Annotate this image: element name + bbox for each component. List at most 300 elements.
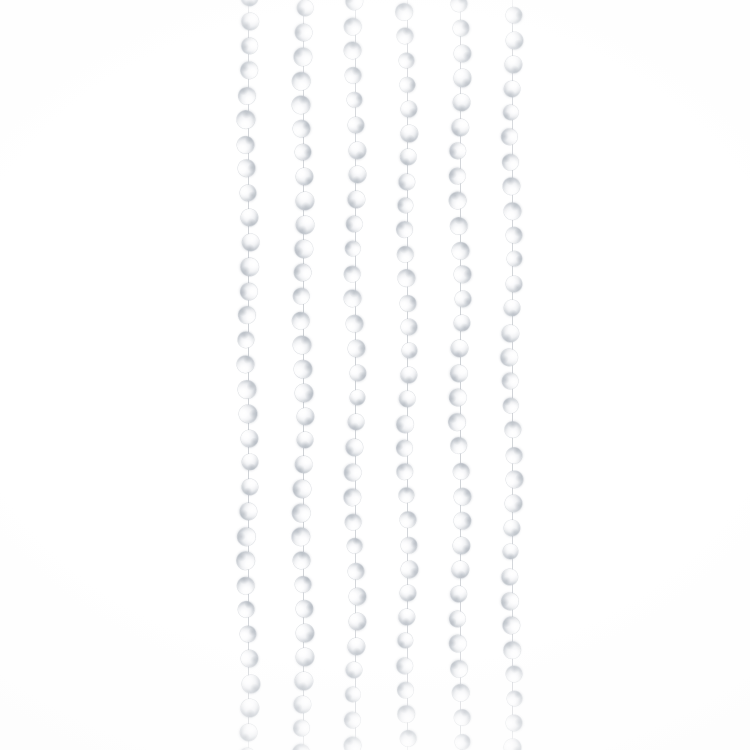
bead-shadow — [460, 242, 469, 252]
bead-shadow — [295, 245, 304, 255]
bead-highlight — [457, 717, 464, 724]
bead-highlight — [402, 301, 407, 307]
bead — [505, 226, 522, 243]
bead-highlight — [297, 561, 304, 568]
bead-highlight — [510, 379, 517, 386]
bead-shadow — [399, 245, 410, 255]
bead — [348, 611, 368, 631]
bead — [234, 574, 257, 597]
bead-highlight — [457, 174, 464, 181]
bead-shadow — [456, 102, 468, 113]
bead — [234, 353, 258, 377]
bead-shadow — [248, 436, 259, 446]
bead-shadow — [343, 490, 353, 499]
bead — [344, 535, 365, 556]
bead — [340, 39, 364, 63]
bead — [446, 632, 470, 656]
bead-shadow — [244, 707, 256, 718]
bead-shadow — [303, 417, 312, 424]
bead-highlight — [405, 127, 412, 133]
bead-highlight — [405, 368, 412, 374]
bead-highlight — [245, 677, 252, 683]
bead — [504, 248, 525, 269]
bead — [503, 712, 524, 733]
bead-shadow — [345, 738, 355, 746]
bead-shadow — [246, 217, 256, 225]
bead-shadow — [513, 10, 523, 21]
bead-shadow — [355, 122, 366, 132]
bead-highlight — [352, 247, 359, 253]
bead — [505, 274, 523, 292]
bead-highlight — [300, 297, 306, 302]
bead-highlight — [301, 673, 309, 681]
bead — [446, 165, 468, 187]
bead-shadow — [248, 627, 256, 636]
bead — [341, 287, 365, 311]
bead-highlight — [459, 95, 467, 102]
bead-shadow — [246, 462, 256, 471]
bead-shadow — [348, 289, 359, 300]
bead — [451, 263, 473, 285]
bead-highlight — [403, 496, 409, 502]
bead — [503, 54, 524, 75]
bead — [500, 176, 522, 198]
bead-highlight — [298, 171, 305, 177]
bead-highlight — [405, 203, 411, 210]
bead-shadow — [295, 702, 303, 712]
bead-shadow — [354, 397, 363, 405]
bead-highlight — [459, 368, 464, 374]
bead-highlight — [511, 624, 518, 631]
bead-shadow — [513, 691, 521, 700]
bead-highlight — [510, 406, 516, 411]
bead-shadow — [343, 466, 354, 477]
bead-highlight — [350, 522, 357, 528]
bead — [237, 380, 255, 398]
bead — [292, 358, 314, 380]
bead-shadow — [447, 392, 458, 403]
bead-highlight — [251, 261, 257, 267]
bead-shadow — [396, 420, 405, 430]
bead-highlight — [247, 533, 255, 541]
bead-highlight — [405, 345, 410, 350]
bead-highlight — [508, 278, 514, 283]
bead — [449, 460, 472, 483]
bead — [240, 11, 261, 32]
bead-shadow — [407, 108, 417, 117]
bead — [504, 469, 525, 490]
bead — [239, 427, 261, 449]
bead-shadow — [506, 642, 515, 650]
bead-highlight — [353, 691, 358, 697]
bead — [502, 492, 525, 515]
bead-shadow — [462, 269, 472, 280]
bead-highlight — [248, 725, 255, 732]
bead-highlight — [295, 344, 302, 352]
bead-highlight — [347, 75, 353, 82]
bead-shadow — [463, 735, 471, 744]
bead-shadow — [240, 331, 250, 340]
bead-highlight — [508, 522, 514, 527]
bead-shadow — [351, 174, 362, 185]
bead — [399, 123, 420, 144]
bead — [451, 706, 473, 728]
bead-highlight — [306, 4, 311, 10]
bead-highlight — [455, 540, 462, 546]
bead-shadow — [450, 371, 458, 381]
bead — [501, 77, 524, 100]
bead — [448, 583, 469, 604]
bead-highlight — [510, 674, 517, 681]
bead — [396, 485, 417, 506]
bead-strand-4 — [385, 0, 429, 750]
bead — [500, 152, 520, 172]
bead-shadow — [501, 354, 509, 364]
bead-highlight — [297, 583, 303, 589]
bead-highlight — [457, 447, 463, 453]
bead — [398, 173, 415, 190]
bead-shadow — [346, 19, 355, 26]
bead-shadow — [244, 241, 256, 253]
bead-shadow — [450, 147, 459, 157]
bead — [345, 90, 365, 110]
bead-shadow — [350, 421, 361, 432]
bead — [396, 221, 414, 239]
bead — [504, 641, 522, 659]
bead-highlight — [456, 202, 462, 207]
bead-shadow — [242, 355, 253, 366]
bead — [344, 213, 366, 235]
bead-shadow — [242, 41, 251, 51]
bead — [396, 389, 417, 410]
bead — [238, 230, 263, 255]
bead — [345, 314, 364, 333]
bead — [499, 322, 522, 345]
bead — [399, 534, 420, 555]
bead — [500, 567, 520, 587]
bead-highlight — [403, 738, 410, 745]
bead-strand-6 — [490, 0, 534, 750]
bead — [237, 279, 261, 303]
bead — [394, 655, 415, 676]
bead — [397, 727, 420, 750]
bead-shadow — [354, 94, 363, 104]
bead — [400, 584, 417, 601]
bead — [397, 464, 413, 480]
bead-highlight — [303, 458, 309, 465]
bead-strand-2 — [281, 0, 325, 750]
bead — [504, 520, 520, 536]
bead-highlight — [402, 542, 408, 549]
bead-shadow — [302, 576, 310, 586]
bead-highlight — [295, 127, 300, 133]
bead-highlight — [401, 59, 405, 64]
bead-shadow — [511, 745, 522, 750]
bead-shadow — [357, 565, 364, 574]
bead-shadow — [244, 136, 253, 146]
bead — [237, 182, 258, 203]
bead — [235, 598, 257, 620]
bead — [450, 682, 473, 705]
bead-highlight — [405, 662, 411, 669]
bead-shadow — [292, 723, 302, 734]
bead — [451, 240, 471, 260]
bead-highlight — [249, 69, 256, 76]
bead-highlight — [404, 446, 411, 453]
bead-shadow — [501, 597, 510, 607]
bead-shadow — [292, 266, 303, 277]
bead — [505, 689, 523, 707]
bead-shadow — [453, 347, 464, 358]
bead-shadow — [347, 446, 354, 455]
bead — [238, 696, 262, 720]
bead — [291, 668, 316, 693]
bead — [394, 25, 416, 47]
bead — [291, 46, 313, 68]
bead — [238, 86, 257, 105]
bead-shadow — [513, 255, 523, 265]
bead-shadow — [505, 87, 515, 98]
bead — [447, 213, 472, 238]
bead-highlight — [300, 411, 306, 416]
bead — [289, 309, 313, 333]
bead-shadow — [502, 155, 512, 164]
bead — [347, 362, 368, 383]
bead-shadow — [347, 513, 357, 522]
bead — [237, 746, 257, 750]
bead-shadow — [302, 147, 313, 158]
bead-shadow — [505, 551, 515, 561]
bead-shadow — [345, 219, 355, 230]
bead — [289, 501, 314, 526]
bead-highlight — [355, 220, 361, 227]
bead-highlight — [509, 301, 516, 308]
bead — [448, 141, 468, 161]
bead-shadow — [347, 41, 358, 52]
bead-shadow — [403, 374, 413, 384]
bead — [399, 53, 414, 68]
bead-shadow — [294, 529, 304, 537]
bead — [502, 419, 523, 440]
bead — [449, 559, 470, 580]
bead-shadow — [510, 64, 520, 73]
bead-highlight — [297, 605, 304, 612]
bead-shadow — [304, 603, 314, 614]
bead-shadow — [408, 323, 418, 333]
bead — [290, 549, 314, 573]
bead-highlight — [456, 471, 463, 478]
bead — [345, 411, 368, 434]
bead-shadow — [247, 382, 255, 391]
bead-highlight — [508, 35, 515, 41]
bead — [451, 535, 473, 557]
bead-shadow — [298, 6, 305, 14]
bead — [447, 411, 469, 433]
bead-shadow — [357, 592, 368, 603]
bead-highlight — [352, 27, 358, 32]
bead-highlight — [508, 234, 513, 240]
bead-highlight — [296, 148, 303, 155]
bead — [235, 134, 255, 154]
bead-shadow — [294, 289, 303, 297]
bead-shadow — [460, 544, 471, 554]
bead-highlight — [507, 720, 513, 727]
bead-shadow — [398, 4, 408, 13]
bead — [394, 2, 414, 22]
bead-shadow — [514, 473, 523, 483]
bead-highlight — [243, 432, 250, 438]
bead — [449, 364, 468, 383]
bead — [398, 558, 421, 581]
bead-highlight — [247, 455, 254, 461]
bead-highlight — [508, 454, 514, 461]
bead-shadow — [295, 71, 307, 82]
bead — [449, 658, 470, 679]
bead-highlight — [402, 255, 409, 262]
bead — [501, 297, 523, 319]
bead — [235, 550, 256, 571]
bead-strand-3 — [333, 0, 377, 750]
bead-highlight — [458, 641, 465, 649]
bead-highlight — [459, 147, 465, 154]
bead-shadow — [302, 122, 310, 132]
bead-highlight — [298, 82, 306, 89]
bead-shadow — [512, 500, 523, 511]
bead-highlight — [353, 639, 360, 646]
bead-shadow — [463, 489, 470, 498]
bead-highlight — [457, 740, 462, 746]
bead-highlight — [352, 746, 358, 750]
bead — [503, 444, 524, 465]
bead-shadow — [455, 683, 466, 693]
bead-shadow — [349, 198, 358, 208]
bead-highlight — [301, 193, 309, 200]
bead-highlight — [302, 57, 309, 63]
bead — [289, 741, 312, 750]
bead-highlight — [512, 108, 516, 113]
bead-highlight — [455, 517, 462, 525]
bead-shadow — [503, 331, 513, 342]
bead-shadow — [399, 398, 409, 408]
bead — [344, 686, 362, 704]
bead — [289, 69, 312, 92]
bead — [395, 195, 416, 216]
bead-highlight — [354, 0, 361, 6]
bead — [294, 239, 315, 260]
bead-shadow — [241, 109, 253, 121]
bead-shadow — [355, 150, 364, 158]
bead — [240, 502, 258, 520]
bead-shadow — [461, 22, 470, 32]
bead — [293, 189, 317, 213]
bead — [291, 527, 310, 546]
bead — [449, 610, 467, 628]
bead-highlight — [353, 469, 360, 477]
bead-highlight — [456, 495, 461, 501]
bead — [345, 337, 368, 360]
bead-highlight — [305, 244, 311, 251]
bead-highlight — [250, 15, 256, 22]
bead-shadow — [247, 190, 257, 200]
bead-highlight — [457, 421, 464, 427]
bead-highlight — [351, 570, 356, 576]
bead — [341, 709, 364, 732]
bead-highlight — [246, 700, 254, 707]
bead-shadow — [247, 408, 258, 420]
bead — [348, 388, 367, 407]
bead — [240, 208, 259, 227]
bead-shadow — [509, 665, 520, 676]
bead-highlight — [239, 165, 246, 172]
bead — [501, 199, 524, 222]
bead-highlight — [352, 615, 359, 621]
bead-highlight — [454, 26, 460, 32]
bead-highlight — [249, 480, 256, 487]
bead-shadow — [297, 680, 309, 692]
bead — [240, 452, 261, 473]
bead-shadow — [402, 487, 412, 496]
bead — [454, 69, 471, 86]
bead-highlight — [302, 433, 309, 440]
bead-highlight — [303, 485, 310, 492]
bead-shadow — [356, 371, 366, 380]
bead-highlight — [509, 326, 516, 333]
bead — [291, 141, 314, 164]
bead-shadow — [512, 446, 522, 457]
bead — [452, 288, 473, 309]
bead-shadow — [347, 669, 357, 680]
bead-shadow — [509, 201, 520, 212]
bead — [503, 4, 525, 26]
bead-highlight — [250, 507, 255, 513]
bead-highlight — [296, 366, 303, 373]
bead-highlight — [508, 477, 514, 484]
bead-highlight — [249, 288, 256, 296]
bead-shadow — [450, 616, 457, 625]
bead-highlight — [455, 249, 461, 256]
bead-highlight — [401, 278, 408, 285]
bead — [235, 524, 260, 549]
bead-highlight — [297, 321, 304, 328]
bead — [394, 243, 416, 265]
bead-highlight — [355, 167, 363, 174]
bead-highlight — [404, 473, 409, 477]
bead-shadow — [514, 229, 521, 238]
bead — [448, 336, 472, 360]
bead-highlight — [348, 97, 354, 103]
bead-highlight — [304, 29, 311, 37]
bead — [343, 736, 362, 750]
bead-shadow — [501, 132, 511, 142]
bead-highlight — [456, 563, 463, 569]
bead-shadow — [400, 706, 410, 714]
bead-shadow — [292, 484, 302, 495]
bead-shadow — [302, 657, 313, 666]
bead-highlight — [302, 725, 309, 732]
bead — [295, 647, 316, 668]
bead — [347, 190, 367, 210]
bead-shadow — [302, 176, 312, 185]
bead-shadow — [500, 375, 511, 386]
bead-highlight — [509, 162, 516, 168]
bead — [235, 157, 257, 179]
bead-highlight — [352, 718, 359, 725]
bead-highlight — [511, 353, 517, 359]
bead-shadow — [351, 67, 360, 77]
bead-shadow — [451, 661, 461, 670]
bead-highlight — [509, 571, 515, 577]
bead-highlight — [403, 520, 409, 526]
